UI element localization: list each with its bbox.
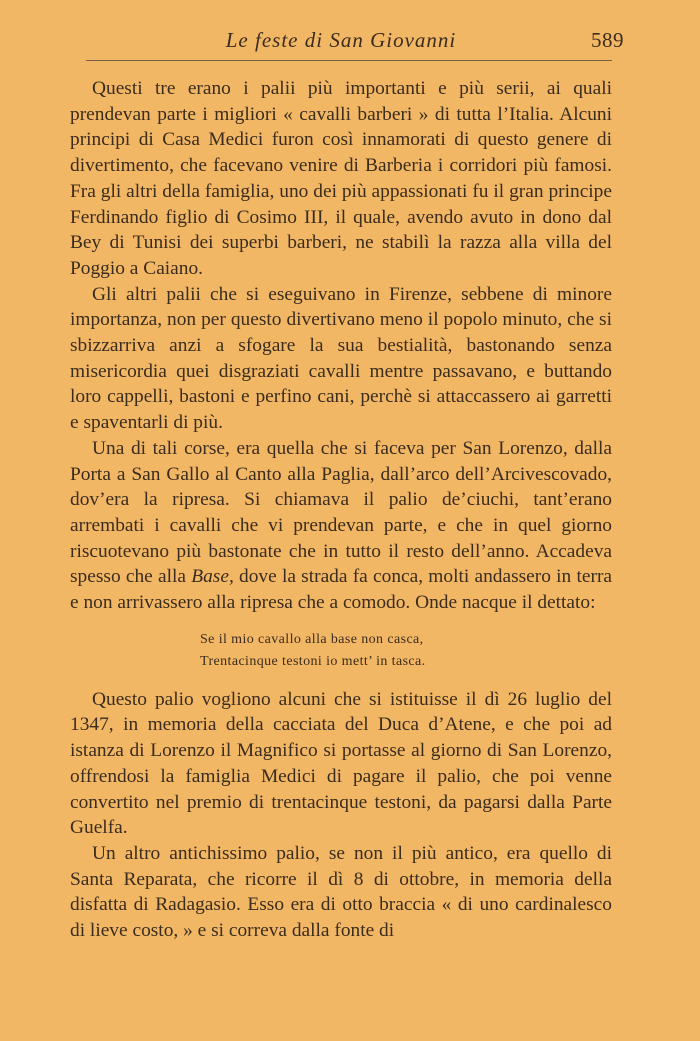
body-text xyxy=(70,76,612,944)
page-number: 589 xyxy=(591,28,624,52)
paragraph-1: Questi tre erano i palii più importanti e più serii, ai quali prendevan parte i migliori « cavalli barberi » di tutta l’Italia. Alcuni principi di Casa Medici furon così innamorati di questo genere di divertimento, che facevano venire di Barberia i corridori più famosi. Fra gli altri della famiglia, uno dei più appassionati fu il gran principe Ferdinando figlio di Cosimo III, il quale, avendo avuto in dono dal Bey di Tunisi dei superbi barberi, ne stabilì la razza alla villa del Poggio a Caiano. xyxy=(70,78,612,279)
verse-line-2: Trentacinque testoni io mett’ in tasca. xyxy=(200,653,426,669)
paragraph-3-italic: Base, xyxy=(191,566,234,588)
verse-quote xyxy=(70,629,612,673)
running-title: Le feste di San Giovanni xyxy=(225,28,457,52)
paragraph-3-text-a: Una di tali corse, era quella che si faceva per San Lorenzo, dalla Porta a San Gallo al Canto alla Paglia, dall’arco dell’Arcivescovado, dov’era la ripresa. Si chiamava il palio de’ciuchi, tant’erano arrembati i cavalli che vi prendevan parte, e che in quel giorno riscuotevano più bastonate che in tutto il resto dell’anno. Accadeva spesso che alla xyxy=(70,437,612,588)
paragraph-5: Un altro antichissimo palio, se non il più antico, era quello di Santa Reparata, che ricorre il dì 8 di ottobre, in memoria della disfatta di Radagasio. Esso era di otto braccia « di uno cardinalesco di lieve costo, » e si correva dalla fonte di xyxy=(70,842,612,942)
verse-line-1: Se il mio cavallo alla base non casca, xyxy=(200,631,424,647)
paragraph-3-text-b: dove la strada fa conca, molti andassero in terra e non arrivassero alla ripresa che a comodo. Onde nacque il dettato: xyxy=(70,566,613,614)
running-header xyxy=(70,28,624,58)
paragraph-2: Gli altri palii che si eseguivano in Firenze, sebbene di minore importanza, non per questo divertivano meno il popolo minuto, che si sbizzarriva anzi a sfogare la sua bestialità, bastonando senza misericordia quei disgraziati cavalli mentre passavano, e buttando loro cappelli, bastoni e perfino cani, perchè si attaccassero ai garretti e spaventarli di più. xyxy=(70,283,612,434)
header-rule xyxy=(86,60,612,61)
paragraph-3 xyxy=(70,436,612,616)
paragraph-4: Questo palio vogliono alcuni che si istituisse il dì 26 luglio del 1347, in memoria della cacciata del Duca d’Atene, e che poi ad istanza di Lorenzo il Magnifico si portasse al giorno di San Lorenzo, offrendosi la famiglia Medici di pagare il palio, che poi venne convertito nel premio di trentacinque testoni, da pagarsi dalla Parte Guelfa. xyxy=(70,688,612,839)
